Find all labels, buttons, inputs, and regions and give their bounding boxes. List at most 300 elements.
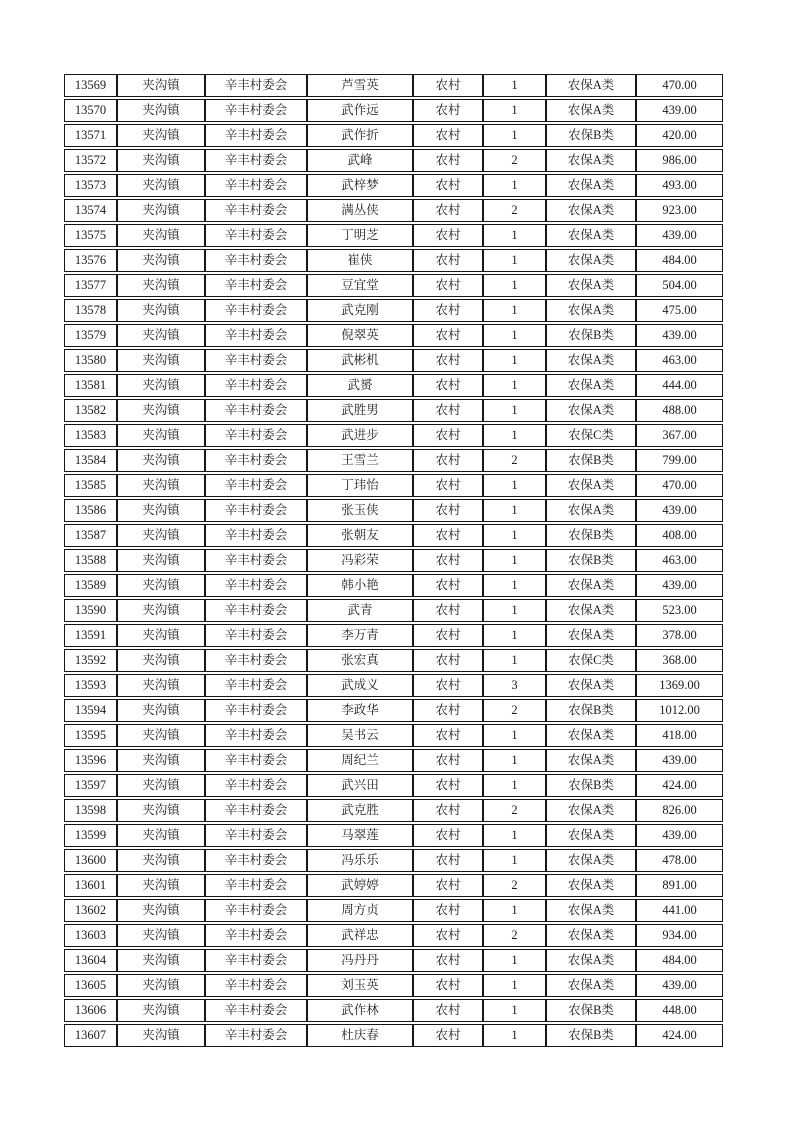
cell-amount: 420.00 xyxy=(636,124,723,147)
table-body xyxy=(64,74,723,1047)
cell-residence: 农村 xyxy=(413,774,483,797)
cell-town: 夹沟镇 xyxy=(117,574,205,597)
cell-id: 13607 xyxy=(64,1024,117,1047)
cell-category: 农保A类 xyxy=(546,199,636,222)
cell-residence: 农村 xyxy=(413,299,483,322)
cell-residence: 农村 xyxy=(413,449,483,472)
table-row xyxy=(64,449,723,472)
cell-id: 13596 xyxy=(64,749,117,772)
cell-amount: 934.00 xyxy=(636,924,723,947)
cell-category: 农保A类 xyxy=(546,749,636,772)
cell-name: 王雪兰 xyxy=(307,449,413,472)
cell-id: 13602 xyxy=(64,899,117,922)
cell-amount: 444.00 xyxy=(636,374,723,397)
table-row xyxy=(64,549,723,572)
cell-count: 1 xyxy=(483,999,546,1022)
cell-id: 13584 xyxy=(64,449,117,472)
cell-amount: 424.00 xyxy=(636,1024,723,1047)
cell-name: 冯彩荣 xyxy=(307,549,413,572)
cell-residence: 农村 xyxy=(413,999,483,1022)
cell-residence: 农村 xyxy=(413,474,483,497)
cell-id: 13590 xyxy=(64,599,117,622)
table-row xyxy=(64,724,723,747)
table-row xyxy=(64,574,723,597)
cell-count: 1 xyxy=(483,499,546,522)
cell-residence: 农村 xyxy=(413,549,483,572)
cell-village: 辛丰村委会 xyxy=(205,674,307,697)
cell-amount: 378.00 xyxy=(636,624,723,647)
cell-town: 夹沟镇 xyxy=(117,624,205,647)
cell-count: 1 xyxy=(483,899,546,922)
cell-amount: 923.00 xyxy=(636,199,723,222)
table-row xyxy=(64,899,723,922)
cell-amount: 986.00 xyxy=(636,149,723,172)
cell-town: 夹沟镇 xyxy=(117,599,205,622)
cell-amount: 891.00 xyxy=(636,874,723,897)
table-row xyxy=(64,924,723,947)
cell-name: 周方贞 xyxy=(307,899,413,922)
cell-name: 崔侠 xyxy=(307,249,413,272)
cell-count: 1 xyxy=(483,324,546,347)
cell-id: 13586 xyxy=(64,499,117,522)
table-row xyxy=(64,174,723,197)
cell-amount: 439.00 xyxy=(636,749,723,772)
cell-residence: 农村 xyxy=(413,374,483,397)
cell-residence: 农村 xyxy=(413,149,483,172)
cell-count: 2 xyxy=(483,449,546,472)
cell-town: 夹沟镇 xyxy=(117,249,205,272)
cell-village: 辛丰村委会 xyxy=(205,974,307,997)
cell-village: 辛丰村委会 xyxy=(205,749,307,772)
cell-name: 丁玮怡 xyxy=(307,474,413,497)
cell-village: 辛丰村委会 xyxy=(205,149,307,172)
cell-amount: 463.00 xyxy=(636,349,723,372)
cell-amount: 504.00 xyxy=(636,274,723,297)
cell-category: 农保A类 xyxy=(546,399,636,422)
cell-village: 辛丰村委会 xyxy=(205,449,307,472)
cell-category: 农保A类 xyxy=(546,849,636,872)
cell-count: 1 xyxy=(483,299,546,322)
cell-town: 夹沟镇 xyxy=(117,199,205,222)
cell-count: 1 xyxy=(483,474,546,497)
cell-name: 豆宜堂 xyxy=(307,274,413,297)
cell-village: 辛丰村委会 xyxy=(205,924,307,947)
cell-town: 夹沟镇 xyxy=(117,474,205,497)
cell-town: 夹沟镇 xyxy=(117,824,205,847)
cell-count: 1 xyxy=(483,274,546,297)
cell-count: 1 xyxy=(483,749,546,772)
cell-residence: 农村 xyxy=(413,499,483,522)
cell-category: 农保A类 xyxy=(546,274,636,297)
cell-count: 2 xyxy=(483,699,546,722)
cell-name: 武作折 xyxy=(307,124,413,147)
cell-category: 农保A类 xyxy=(546,624,636,647)
cell-residence: 农村 xyxy=(413,849,483,872)
cell-name: 武成义 xyxy=(307,674,413,697)
cell-village: 辛丰村委会 xyxy=(205,524,307,547)
cell-town: 夹沟镇 xyxy=(117,174,205,197)
cell-id: 13569 xyxy=(64,74,117,97)
cell-name: 武作林 xyxy=(307,999,413,1022)
cell-amount: 523.00 xyxy=(636,599,723,622)
cell-residence: 农村 xyxy=(413,874,483,897)
cell-name: 马翠莲 xyxy=(307,824,413,847)
cell-residence: 农村 xyxy=(413,199,483,222)
cell-name: 武婷婷 xyxy=(307,874,413,897)
table-row xyxy=(64,399,723,422)
cell-count: 2 xyxy=(483,924,546,947)
cell-residence: 农村 xyxy=(413,949,483,972)
cell-count: 1 xyxy=(483,949,546,972)
table-row xyxy=(64,424,723,447)
cell-amount: 799.00 xyxy=(636,449,723,472)
cell-town: 夹沟镇 xyxy=(117,799,205,822)
cell-count: 1 xyxy=(483,1024,546,1047)
cell-town: 夹沟镇 xyxy=(117,324,205,347)
cell-id: 13588 xyxy=(64,549,117,572)
cell-town: 夹沟镇 xyxy=(117,999,205,1022)
cell-name: 武赟 xyxy=(307,374,413,397)
cell-village: 辛丰村委会 xyxy=(205,649,307,672)
cell-amount: 439.00 xyxy=(636,224,723,247)
cell-village: 辛丰村委会 xyxy=(205,174,307,197)
cell-category: 农保A类 xyxy=(546,924,636,947)
cell-id: 13582 xyxy=(64,399,117,422)
cell-town: 夹沟镇 xyxy=(117,524,205,547)
cell-category: 农保A类 xyxy=(546,724,636,747)
cell-category: 农保A类 xyxy=(546,349,636,372)
cell-id: 13585 xyxy=(64,474,117,497)
cell-residence: 农村 xyxy=(413,224,483,247)
cell-town: 夹沟镇 xyxy=(117,774,205,797)
cell-category: 农保B类 xyxy=(546,774,636,797)
cell-category: 农保B类 xyxy=(546,549,636,572)
cell-village: 辛丰村委会 xyxy=(205,574,307,597)
cell-village: 辛丰村委会 xyxy=(205,774,307,797)
cell-village: 辛丰村委会 xyxy=(205,599,307,622)
table-row xyxy=(64,949,723,972)
cell-category: 农保A类 xyxy=(546,374,636,397)
cell-amount: 368.00 xyxy=(636,649,723,672)
cell-residence: 农村 xyxy=(413,624,483,647)
cell-name: 刘玉英 xyxy=(307,974,413,997)
cell-town: 夹沟镇 xyxy=(117,74,205,97)
cell-residence: 农村 xyxy=(413,674,483,697)
cell-count: 1 xyxy=(483,99,546,122)
cell-village: 辛丰村委会 xyxy=(205,474,307,497)
cell-count: 2 xyxy=(483,874,546,897)
table-row xyxy=(64,324,723,347)
table-row xyxy=(64,199,723,222)
cell-count: 1 xyxy=(483,249,546,272)
cell-name: 韩小艳 xyxy=(307,574,413,597)
cell-village: 辛丰村委会 xyxy=(205,499,307,522)
cell-amount: 470.00 xyxy=(636,74,723,97)
cell-amount: 424.00 xyxy=(636,774,723,797)
cell-town: 夹沟镇 xyxy=(117,549,205,572)
cell-id: 13595 xyxy=(64,724,117,747)
cell-count: 2 xyxy=(483,199,546,222)
cell-town: 夹沟镇 xyxy=(117,274,205,297)
cell-amount: 463.00 xyxy=(636,549,723,572)
cell-category: 农保B类 xyxy=(546,449,636,472)
cell-residence: 农村 xyxy=(413,824,483,847)
cell-amount: 826.00 xyxy=(636,799,723,822)
cell-residence: 农村 xyxy=(413,424,483,447)
cell-id: 13570 xyxy=(64,99,117,122)
cell-name: 冯丹丹 xyxy=(307,949,413,972)
cell-count: 1 xyxy=(483,349,546,372)
cell-name: 武梓梦 xyxy=(307,174,413,197)
cell-amount: 493.00 xyxy=(636,174,723,197)
cell-category: 农保B类 xyxy=(546,324,636,347)
table-row xyxy=(64,99,723,122)
cell-name: 冯乐乐 xyxy=(307,849,413,872)
cell-village: 辛丰村委会 xyxy=(205,249,307,272)
cell-residence: 农村 xyxy=(413,599,483,622)
cell-village: 辛丰村委会 xyxy=(205,124,307,147)
cell-name: 武青 xyxy=(307,599,413,622)
table-row xyxy=(64,624,723,647)
cell-category: 农保A类 xyxy=(546,224,636,247)
cell-residence: 农村 xyxy=(413,174,483,197)
cell-amount: 478.00 xyxy=(636,849,723,872)
cell-name: 武兴田 xyxy=(307,774,413,797)
cell-name: 满丛侠 xyxy=(307,199,413,222)
cell-village: 辛丰村委会 xyxy=(205,274,307,297)
cell-count: 2 xyxy=(483,149,546,172)
cell-count: 1 xyxy=(483,574,546,597)
cell-category: 农保A类 xyxy=(546,799,636,822)
cell-category: 农保B类 xyxy=(546,999,636,1022)
cell-category: 农保A类 xyxy=(546,474,636,497)
table-row xyxy=(64,1024,723,1047)
cell-name: 武祥忠 xyxy=(307,924,413,947)
cell-count: 2 xyxy=(483,799,546,822)
cell-town: 夹沟镇 xyxy=(117,99,205,122)
table-row xyxy=(64,299,723,322)
cell-village: 辛丰村委会 xyxy=(205,824,307,847)
cell-id: 13594 xyxy=(64,699,117,722)
cell-residence: 农村 xyxy=(413,699,483,722)
cell-category: 农保C类 xyxy=(546,424,636,447)
cell-residence: 农村 xyxy=(413,249,483,272)
cell-id: 13603 xyxy=(64,924,117,947)
cell-count: 1 xyxy=(483,124,546,147)
cell-count: 1 xyxy=(483,724,546,747)
cell-town: 夹沟镇 xyxy=(117,449,205,472)
cell-id: 13592 xyxy=(64,649,117,672)
cell-name: 倪翠英 xyxy=(307,324,413,347)
table-row xyxy=(64,774,723,797)
cell-count: 1 xyxy=(483,849,546,872)
cell-name: 杜庆春 xyxy=(307,1024,413,1047)
cell-id: 13583 xyxy=(64,424,117,447)
cell-town: 夹沟镇 xyxy=(117,924,205,947)
cell-category: 农保A类 xyxy=(546,974,636,997)
cell-amount: 470.00 xyxy=(636,474,723,497)
cell-amount: 439.00 xyxy=(636,99,723,122)
table-row xyxy=(64,349,723,372)
cell-amount: 439.00 xyxy=(636,974,723,997)
cell-village: 辛丰村委会 xyxy=(205,999,307,1022)
cell-town: 夹沟镇 xyxy=(117,224,205,247)
cell-count: 1 xyxy=(483,549,546,572)
cell-amount: 439.00 xyxy=(636,574,723,597)
cell-residence: 农村 xyxy=(413,899,483,922)
cell-town: 夹沟镇 xyxy=(117,149,205,172)
cell-category: 农保A类 xyxy=(546,899,636,922)
cell-name: 吴书云 xyxy=(307,724,413,747)
cell-residence: 农村 xyxy=(413,749,483,772)
table-row xyxy=(64,474,723,497)
cell-name: 丁明芝 xyxy=(307,224,413,247)
table-row xyxy=(64,849,723,872)
cell-amount: 439.00 xyxy=(636,324,723,347)
cell-village: 辛丰村委会 xyxy=(205,224,307,247)
cell-count: 1 xyxy=(483,224,546,247)
cell-residence: 农村 xyxy=(413,924,483,947)
cell-count: 1 xyxy=(483,74,546,97)
cell-name: 武胜男 xyxy=(307,399,413,422)
cell-residence: 农村 xyxy=(413,399,483,422)
cell-amount: 408.00 xyxy=(636,524,723,547)
cell-name: 李政华 xyxy=(307,699,413,722)
cell-amount: 439.00 xyxy=(636,499,723,522)
table-row xyxy=(64,74,723,97)
cell-count: 1 xyxy=(483,824,546,847)
cell-id: 13581 xyxy=(64,374,117,397)
cell-id: 13573 xyxy=(64,174,117,197)
cell-count: 3 xyxy=(483,674,546,697)
cell-id: 13572 xyxy=(64,149,117,172)
cell-village: 辛丰村委会 xyxy=(205,624,307,647)
cell-village: 辛丰村委会 xyxy=(205,549,307,572)
cell-category: 农保A类 xyxy=(546,499,636,522)
cell-amount: 1369.00 xyxy=(636,674,723,697)
cell-residence: 农村 xyxy=(413,724,483,747)
cell-category: 农保B类 xyxy=(546,124,636,147)
cell-village: 辛丰村委会 xyxy=(205,99,307,122)
cell-name: 武彬机 xyxy=(307,349,413,372)
cell-id: 13604 xyxy=(64,949,117,972)
cell-category: 农保C类 xyxy=(546,649,636,672)
cell-amount: 475.00 xyxy=(636,299,723,322)
cell-residence: 农村 xyxy=(413,99,483,122)
cell-town: 夹沟镇 xyxy=(117,649,205,672)
cell-category: 农保B类 xyxy=(546,524,636,547)
cell-residence: 农村 xyxy=(413,974,483,997)
cell-count: 1 xyxy=(483,174,546,197)
cell-town: 夹沟镇 xyxy=(117,299,205,322)
cell-id: 13606 xyxy=(64,999,117,1022)
cell-village: 辛丰村委会 xyxy=(205,849,307,872)
table-row xyxy=(64,799,723,822)
cell-name: 武进步 xyxy=(307,424,413,447)
cell-village: 辛丰村委会 xyxy=(205,374,307,397)
cell-village: 辛丰村委会 xyxy=(205,1024,307,1047)
table-row xyxy=(64,599,723,622)
cell-town: 夹沟镇 xyxy=(117,124,205,147)
cell-residence: 农村 xyxy=(413,574,483,597)
cell-name: 张宏真 xyxy=(307,649,413,672)
cell-residence: 农村 xyxy=(413,324,483,347)
cell-residence: 农村 xyxy=(413,349,483,372)
cell-id: 13597 xyxy=(64,774,117,797)
cell-town: 夹沟镇 xyxy=(117,724,205,747)
cell-id: 13598 xyxy=(64,799,117,822)
table-row xyxy=(64,224,723,247)
cell-residence: 农村 xyxy=(413,124,483,147)
table-row xyxy=(64,749,723,772)
cell-town: 夹沟镇 xyxy=(117,874,205,897)
cell-residence: 农村 xyxy=(413,74,483,97)
cell-category: 农保A类 xyxy=(546,149,636,172)
cell-category: 农保B类 xyxy=(546,699,636,722)
cell-name: 李万青 xyxy=(307,624,413,647)
cell-name: 芦雪英 xyxy=(307,74,413,97)
cell-id: 13605 xyxy=(64,974,117,997)
cell-id: 13601 xyxy=(64,874,117,897)
cell-amount: 1012.00 xyxy=(636,699,723,722)
cell-village: 辛丰村委会 xyxy=(205,324,307,347)
cell-town: 夹沟镇 xyxy=(117,374,205,397)
cell-amount: 418.00 xyxy=(636,724,723,747)
cell-town: 夹沟镇 xyxy=(117,974,205,997)
table-row xyxy=(64,824,723,847)
cell-category: 农保A类 xyxy=(546,599,636,622)
cell-id: 13599 xyxy=(64,824,117,847)
cell-name: 周纪兰 xyxy=(307,749,413,772)
cell-amount: 439.00 xyxy=(636,824,723,847)
cell-village: 辛丰村委会 xyxy=(205,899,307,922)
cell-village: 辛丰村委会 xyxy=(205,949,307,972)
cell-category: 农保A类 xyxy=(546,574,636,597)
cell-amount: 367.00 xyxy=(636,424,723,447)
cell-village: 辛丰村委会 xyxy=(205,874,307,897)
table-row xyxy=(64,674,723,697)
cell-residence: 农村 xyxy=(413,1024,483,1047)
cell-town: 夹沟镇 xyxy=(117,849,205,872)
cell-category: 农保A类 xyxy=(546,74,636,97)
cell-residence: 农村 xyxy=(413,274,483,297)
cell-town: 夹沟镇 xyxy=(117,399,205,422)
cell-count: 1 xyxy=(483,774,546,797)
cell-id: 13574 xyxy=(64,199,117,222)
cell-village: 辛丰村委会 xyxy=(205,74,307,97)
table-row xyxy=(64,149,723,172)
cell-village: 辛丰村委会 xyxy=(205,699,307,722)
cell-amount: 484.00 xyxy=(636,949,723,972)
cell-village: 辛丰村委会 xyxy=(205,424,307,447)
table-row xyxy=(64,274,723,297)
cell-town: 夹沟镇 xyxy=(117,674,205,697)
cell-count: 1 xyxy=(483,624,546,647)
cell-category: 农保A类 xyxy=(546,299,636,322)
cell-town: 夹沟镇 xyxy=(117,1024,205,1047)
table-row xyxy=(64,524,723,547)
cell-name: 张玉侠 xyxy=(307,499,413,522)
cell-village: 辛丰村委会 xyxy=(205,724,307,747)
beneficiary-table xyxy=(64,72,723,1049)
cell-village: 辛丰村委会 xyxy=(205,299,307,322)
cell-count: 1 xyxy=(483,524,546,547)
table-row xyxy=(64,249,723,272)
cell-residence: 农村 xyxy=(413,799,483,822)
cell-village: 辛丰村委会 xyxy=(205,799,307,822)
table-row xyxy=(64,974,723,997)
cell-category: 农保A类 xyxy=(546,824,636,847)
